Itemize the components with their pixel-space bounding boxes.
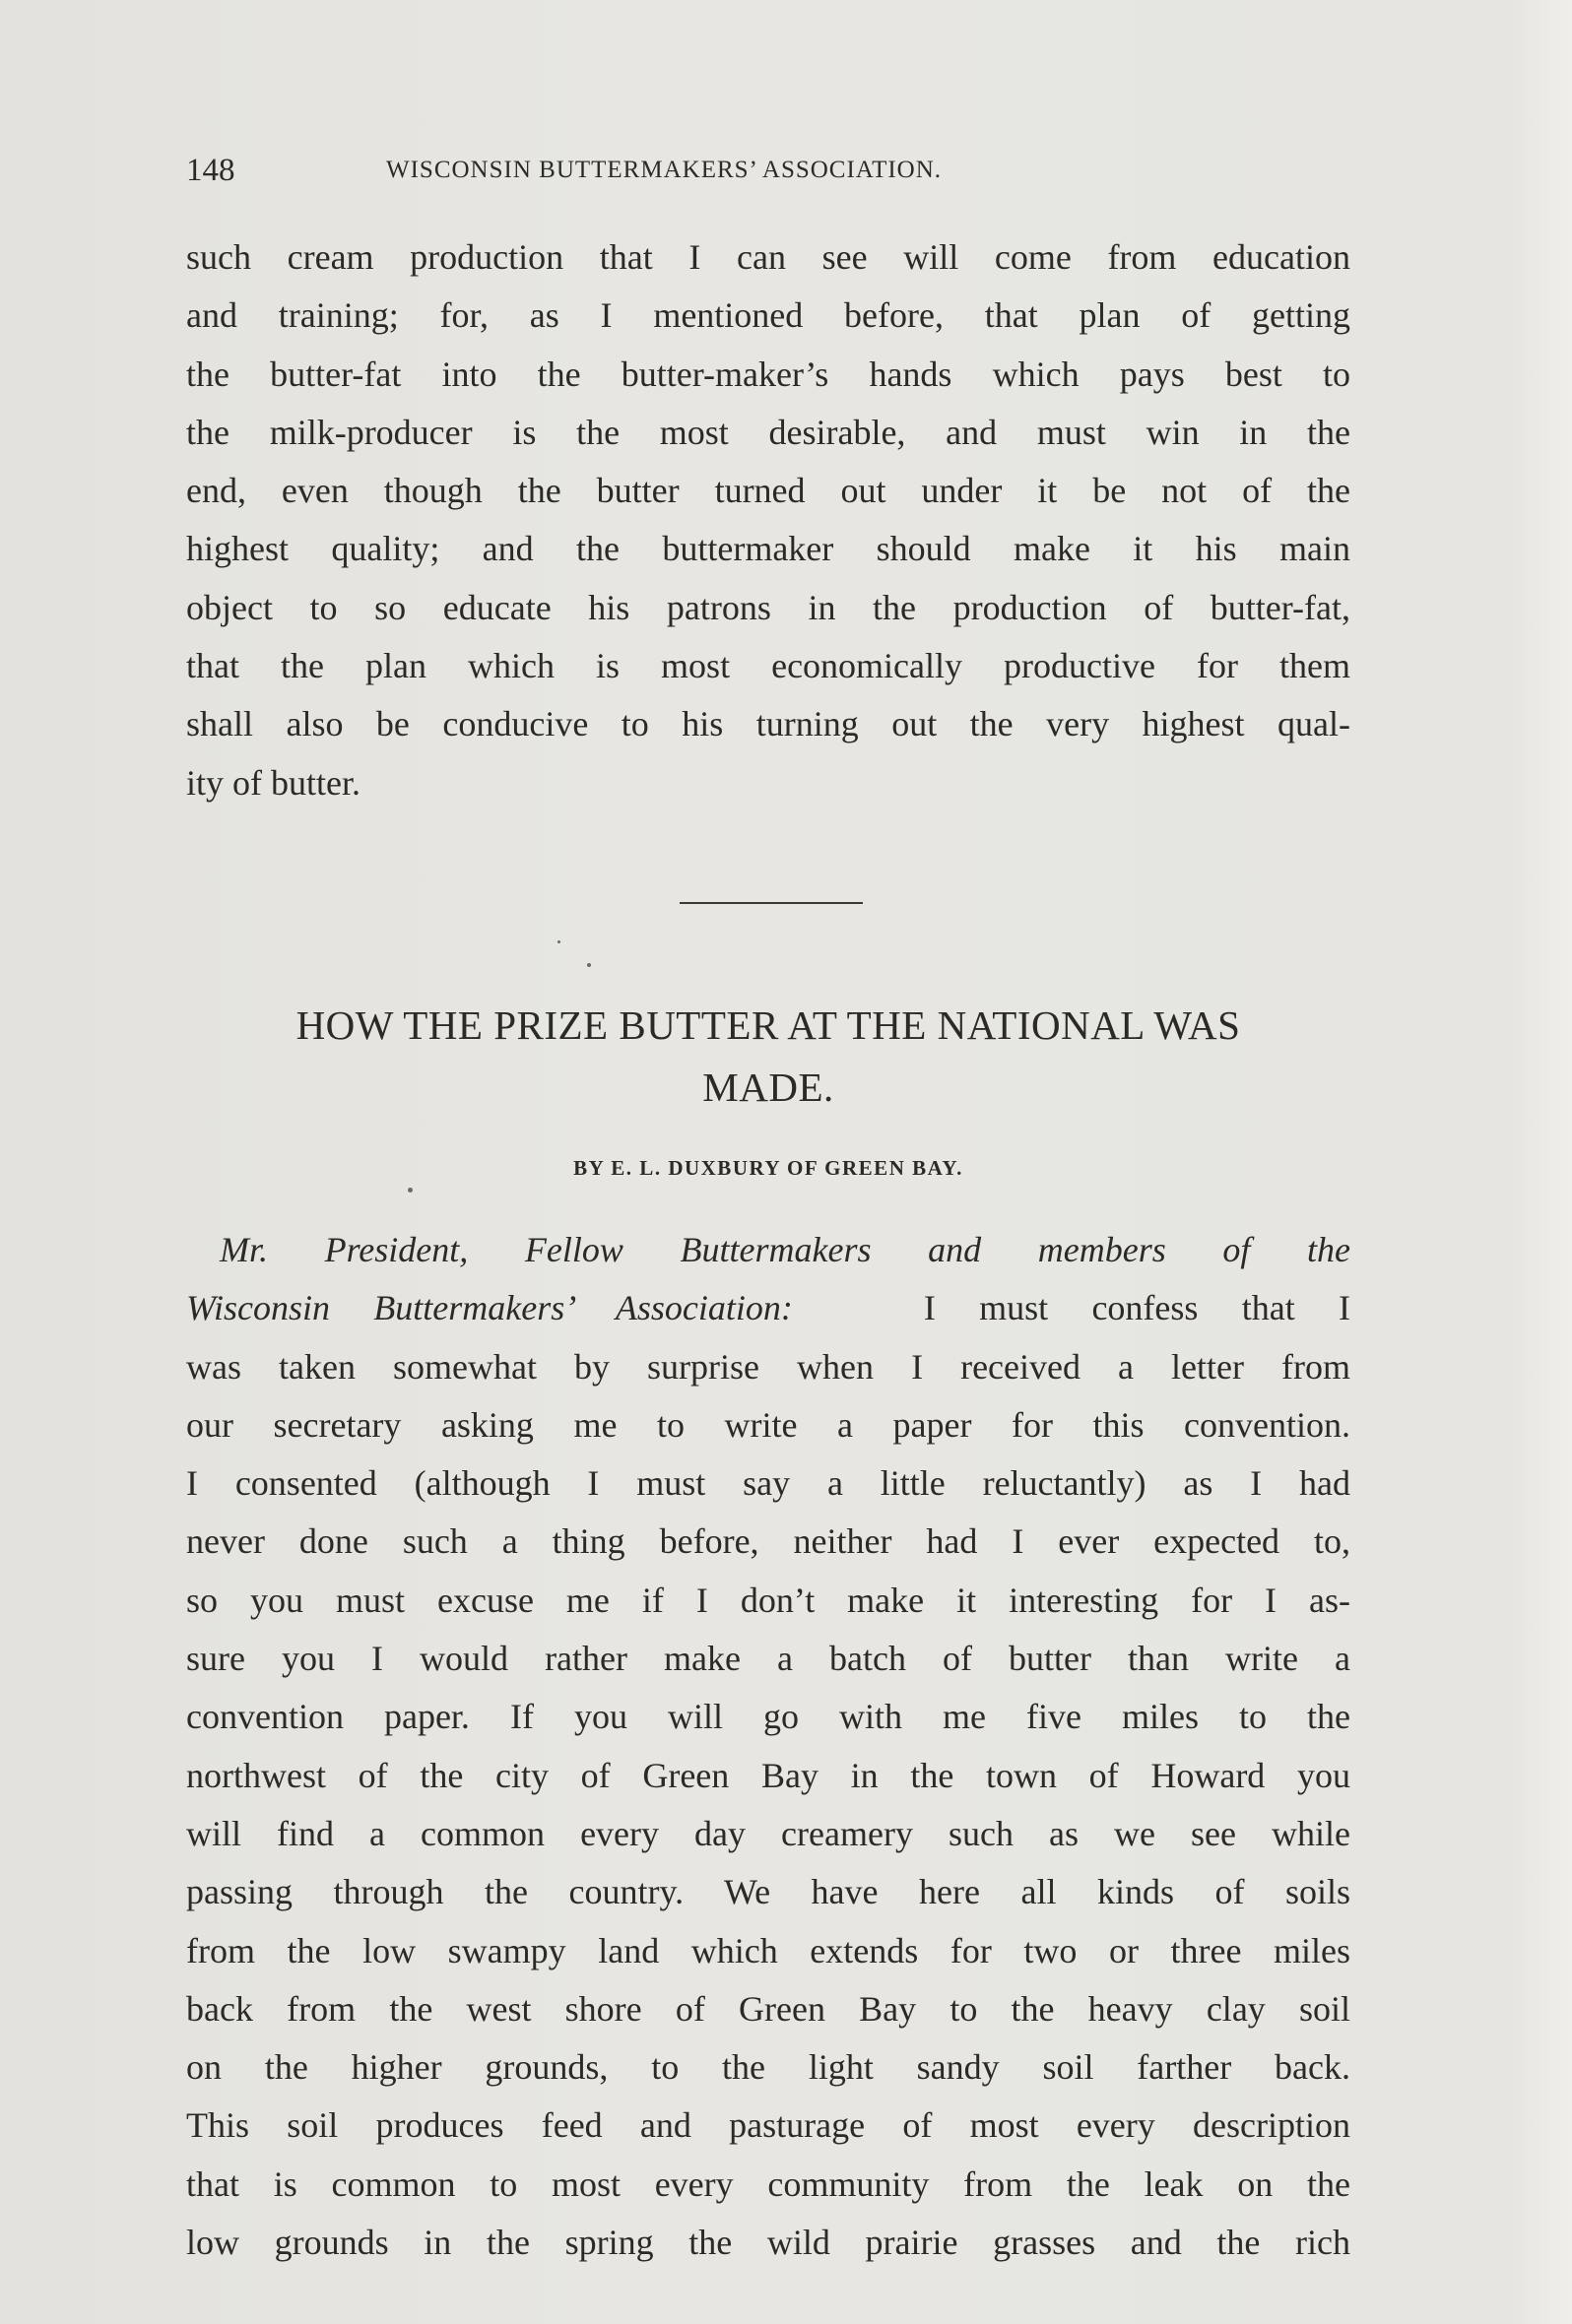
body-line: was taken somewhat by surprise when I received a letter from (186, 1346, 1350, 1387)
body-line: northwest of the city of Green Bay in the town of Howard you (186, 1755, 1350, 1795)
body-line (186, 1279, 1350, 1337)
body-line: on the higher grounds, to the light sandy soil farther back. (186, 2047, 1350, 2088)
section-divider (680, 902, 863, 904)
salutation-association: Wisconsin Buttermakers’ Association: (186, 1288, 793, 1328)
article-title (158, 995, 1379, 1119)
article-title-line: HOW THE PRIZE BUTTER AT THE NATIONAL WAS (295, 1002, 1241, 1048)
body-line: that is common to most every community from the leak on the (186, 2163, 1350, 2204)
body-line: back from the west shore of Green Bay to the heavy clay soil (186, 1988, 1350, 2029)
intro-line: such cream production that I can see will come from education (186, 237, 1350, 277)
body-line: This soil produces feed and pasturage of most every description (186, 2105, 1350, 2146)
running-title: WISCONSIN BUTTERMAKERS’ ASSOCIATION. (386, 157, 943, 183)
body-line: so you must excuse me if I don’t make it interesting for I as- (186, 1580, 1350, 1620)
body-line: from the low swampy land which extends for two or three miles (186, 1930, 1350, 1970)
body-line-continuation: I must confess that I (923, 1288, 1350, 1328)
body-line: our secretary asking me to write a paper for this convention. (186, 1404, 1350, 1445)
intro-line: end, even though the butter turned out under it be not of the (186, 471, 1350, 511)
intro-paragraph (186, 228, 1350, 812)
body-line: passing through the country. We have here all kinds of soils (186, 1872, 1350, 1912)
body-line: never done such a thing before, neither had I ever expected to, (186, 1521, 1350, 1562)
intro-line: the butter-fat into the butter-maker’s hands which pays best to (186, 354, 1350, 394)
page-header (186, 148, 1350, 193)
intro-line: highest quality; and the buttermaker should make it his main (186, 529, 1350, 569)
intro-line: shall also be conducive to his turning out the very highest qual- (186, 704, 1350, 744)
salutation-line: Mr. President, Fellow Buttermakers and members of the (220, 1230, 1350, 1269)
body-line: I consented (although I must say a little reluctantly) as I had (186, 1463, 1350, 1504)
paper-speck (557, 940, 560, 943)
body-line: low grounds in the spring the wild prairie grasses and the rich (186, 2223, 1350, 2263)
intro-line: the milk-producer is the most desirable, and must win in the (186, 412, 1350, 452)
intro-line: and training; for, as I mentioned before, that plan of getting (186, 295, 1350, 336)
body-line: sure you I would rather make a batch of butter than write a (186, 1639, 1350, 1679)
body-line: convention paper. If you will go with me five miles to the (186, 1697, 1350, 1737)
paper-speck (587, 963, 591, 967)
body-line: will find a common every day creamery such as we see while (186, 1813, 1350, 1853)
article-body (186, 1221, 1350, 2272)
paper-speck (408, 1188, 413, 1193)
intro-line: ity of butter. (186, 762, 360, 803)
intro-line: object to so educate his patrons in the production of butter-fat, (186, 587, 1350, 627)
page-edge-shading (1509, 0, 1572, 2324)
article-byline: BY E. L. DUXBURY OF GREEN BAY. (573, 1156, 963, 1180)
article-title-line: MADE. (702, 1065, 834, 1110)
intro-line: that the plan which is most economically productive for them (186, 646, 1350, 686)
page-number: 148 (186, 153, 235, 188)
